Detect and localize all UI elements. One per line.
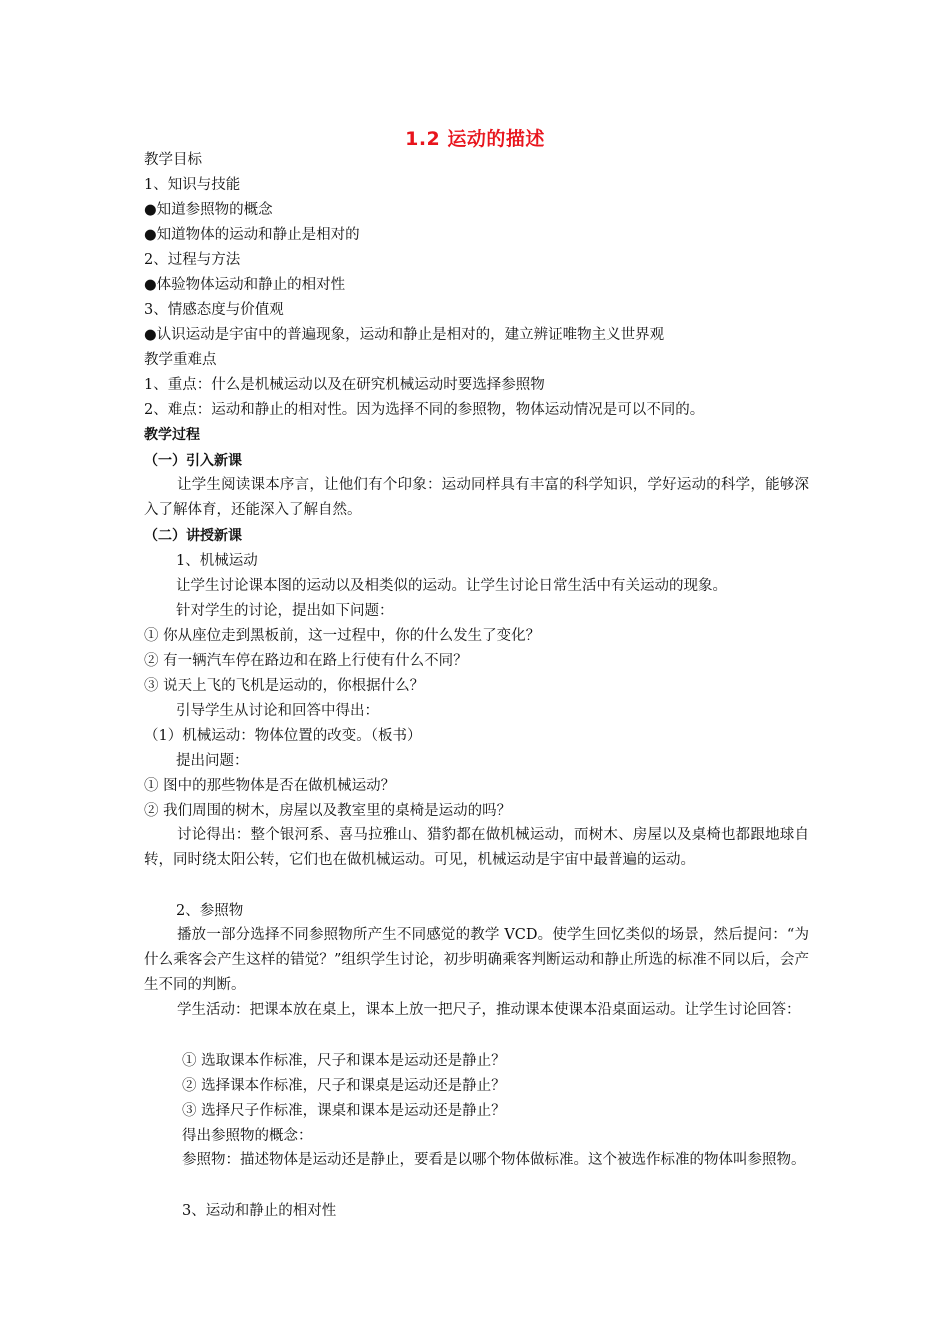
subsection-heading: 1、机械运动 — [176, 553, 258, 569]
objective-attitude: 3、情感态度与价值观 — [144, 302, 284, 318]
question-item: ② 有一辆汽车停在路边和在路上行使有什么不同？ — [144, 653, 468, 669]
objective-item: ●体验物体运动和静止的相对性 — [144, 277, 346, 293]
definition-line: （1）机械运动：物体位置的改变。（板书） — [144, 728, 422, 744]
question-item: ③ 说天上飞的飞机是运动的，你根据什么？ — [144, 678, 425, 694]
objective-item: ●知道物体的运动和静止是相对的 — [144, 227, 360, 243]
discussion-item: ① 选取课本作标准，尺子和课本是运动还是静止？ — [182, 1053, 506, 1069]
paragraph: 参照物：描述物体是运动还是静止，要看是以哪个物体做标准。这个被选作标准的物体叫参照物。 — [182, 1152, 806, 1168]
objective-item: ●知道参照物的概念 — [144, 202, 273, 218]
process-heading: 教学过程 — [144, 427, 200, 443]
section-heading: （二）讲授新课 — [144, 528, 242, 544]
question-item: ② 我们周围的树木，房屋以及教室里的桌椅是运动的吗？ — [144, 803, 512, 819]
subsection-heading: 3、运动和静止的相对性 — [182, 1203, 337, 1219]
key-points-heading: 教学重难点 — [144, 352, 217, 368]
paragraph: 引导学生从讨论和回答中得出： — [176, 703, 379, 719]
section-heading: （一）引入新课 — [144, 453, 242, 469]
subsection-heading: 2、参照物 — [176, 903, 244, 919]
objectives-heading: 教学目标 — [144, 152, 202, 168]
discussion-item: ③ 选择尺子作标准，课桌和课本是运动还是静止？ — [182, 1103, 506, 1119]
paragraph: 讨论得出：整个银河系、喜马拉雅山、猎豹都在做机械运动，而树木、房屋以及桌椅也都跟地球自转，同时绕太阳公转，它们也在做机械运动。可见，机械运动是宇宙中最普遍的运动。 — [144, 827, 809, 868]
question-item: ① 图中的那些物体是否在做机械运动？ — [144, 778, 396, 794]
objective-knowledge: 1、知识与技能 — [144, 177, 241, 193]
paragraph: 学生活动：把课本放在桌上，课本上放一把尺子，推动课本使课本沿桌面运动。让学生讨论回答： — [177, 1002, 801, 1018]
paragraph: 提出问题： — [176, 753, 249, 769]
paragraph: 播放一部分选择不同参照物所产生不同感觉的教学 VCD。使学生回忆类似的场景，然后提问：“为什么乘客会产生这样的错觉？”组织学生讨论，初步明确乘客判断运动和静止所选的标准不同以后，会产生不同的判断。 — [144, 927, 809, 993]
paragraph: 得出参照物的概念： — [182, 1128, 313, 1144]
key-point: 1、重点：什么是机械运动以及在研究机械运动时要选择参照物 — [144, 377, 545, 393]
objective-item: ●认识运动是宇宙中的普遍现象，运动和静止是相对的，建立辨证唯物主义世界观 — [144, 327, 665, 343]
question-item: ① 你从座位走到黑板前，这一过程中，你的什么发生了变化？ — [144, 628, 541, 644]
paragraph: 让学生讨论课本图的运动以及相类似的运动。让学生讨论日常生活中有关运动的现象。 — [176, 578, 727, 594]
objective-process: 2、过程与方法 — [144, 252, 241, 268]
paragraph: 针对学生的讨论，提出如下问题： — [176, 603, 394, 619]
discussion-item: ② 选择课本作标准，尺子和课桌是运动还是静止？ — [182, 1078, 506, 1094]
page-title: 1.2 运动的描述 — [405, 128, 545, 150]
paragraph: 让学生阅读课本序言，让他们有个印象：运动同样具有丰富的科学知识，学好运动的科学，能够深入了解体育，还能深入了解自然。 — [144, 477, 809, 518]
difficult-point: 2、难点：运动和静止的相对性。因为选择不同的参照物，物体运动情况是可以不同的。 — [144, 402, 705, 418]
